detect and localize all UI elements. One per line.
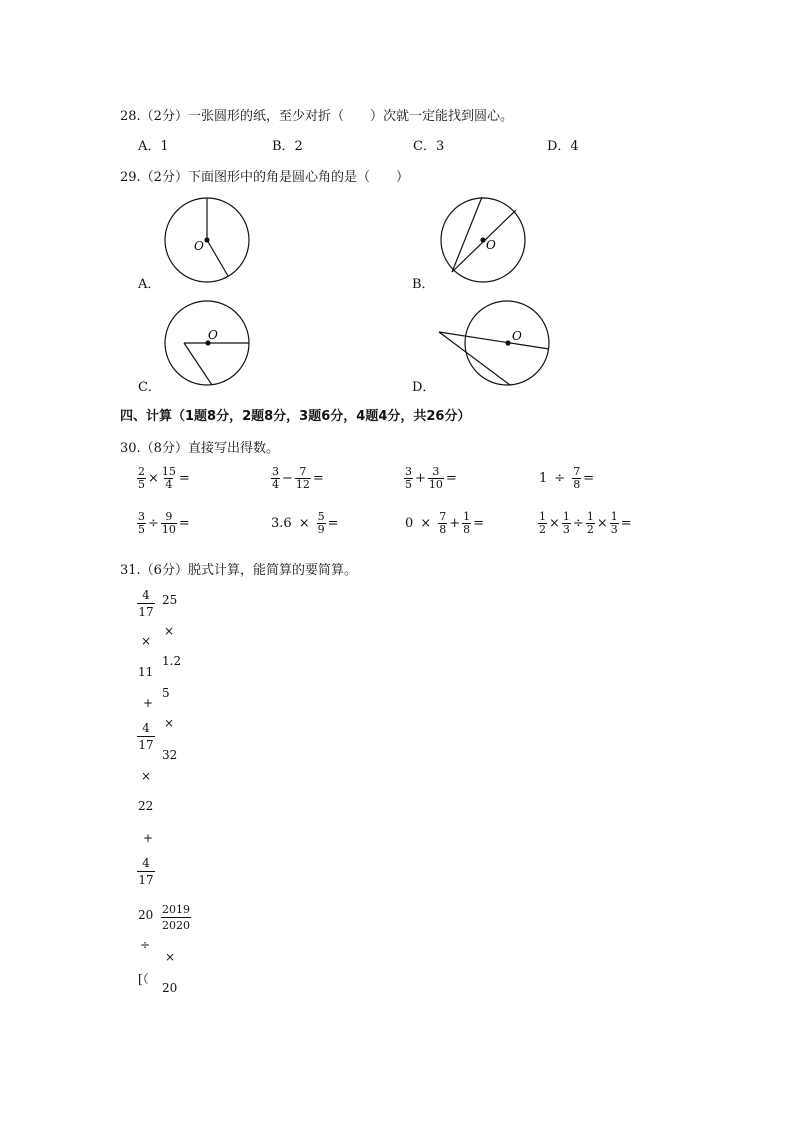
figure-d-circle-diagram [436, 298, 554, 390]
q30-expression-4: 1 ÷ $\frac{7}{8}$ = [539, 465, 595, 491]
q29-option-b[interactable]: B． [412, 277, 435, 292]
question-30-stem: 30.（8分）直接写出得数。 [120, 441, 279, 456]
q31-col1-number-11: 11 [138, 665, 154, 679]
q31-col2-number-25: 25 [162, 593, 178, 607]
q29-option-d[interactable]: D． [412, 380, 436, 395]
q30-expression-6: 3.6 × $\frac{5}{9}$ = [271, 510, 339, 536]
q31-col1-plus-2: + [143, 831, 154, 845]
q31-col2-number-1-2: 1.2 [162, 654, 182, 668]
q28-option-a[interactable]: A．1 [138, 139, 169, 154]
svg-text:O: O [512, 329, 522, 343]
q31-col2-fraction-2019-2020: $\frac{2019}{2020}$ [162, 903, 190, 932]
figure-c-circle-diagram [160, 298, 260, 390]
q31-col1-number-22: 22 [138, 799, 154, 813]
q30-expression-3: $\frac{3}{5}$ + $\frac{3}{10}$ = [405, 465, 457, 491]
q31-col2-times-1: × [164, 624, 175, 638]
q30-expression-5: $\frac{3}{5}$ ÷ $\frac{9}{10}$ = [138, 510, 190, 536]
question-31-stem: 31.（6分）脱式计算，能简算的要简算。 [120, 563, 357, 578]
q31-col1-plus-1: + [143, 696, 154, 710]
q31-col1-divide: ÷ [140, 938, 151, 952]
q31-col1-fraction-1: $\frac{4}{17}$ [138, 588, 154, 619]
question-29-stem: 29.（2分）下面图形中的角是圆心角的是（ ） [120, 170, 409, 185]
section-4-heading: 四、计算（1题8分，2题8分，3题6分，4题4分，共26分） [120, 409, 471, 424]
q28-option-c[interactable]: C．3 [413, 139, 445, 154]
q29-option-c[interactable]: C． [138, 380, 161, 395]
q31-col2-times-3: × [165, 950, 176, 964]
q30-expression-2: $\frac{3}{4}$ − $\frac{7}{12}$ = [272, 465, 324, 491]
q30-expression-1: $\frac{2}{5}$ × $\frac{15}{4}$ = [138, 465, 190, 491]
q29-option-a[interactable]: A． [138, 277, 161, 292]
figure-a-circle-diagram [160, 192, 260, 288]
q31-col1-number-20: 20 [138, 908, 154, 922]
q28-option-b[interactable]: B．2 [272, 139, 303, 154]
q31-col2-number-32: 32 [162, 748, 178, 762]
q30-expression-8: $\frac{1}{2}$ × $\frac{1}{3}$ ÷ $\frac{1}{2}$ × $\frac{1}{3}$ = [539, 510, 632, 536]
q31-col1-fraction-3: $\frac{4}{17}$ [138, 856, 154, 887]
q31-col2-number-5: 5 [162, 686, 170, 700]
q31-col2-times-2: × [164, 716, 175, 730]
q31-col1-times-2: × [141, 769, 152, 783]
q31-col1-bracket: [（ [138, 972, 149, 986]
q31-col1-fraction-2: $\frac{4}{17}$ [138, 721, 154, 752]
svg-text:O: O [486, 238, 496, 252]
q28-option-d[interactable]: D．4 [547, 139, 579, 154]
center-label-o: O [194, 239, 204, 253]
q30-expression-7: 0 × $\frac{7}{8}$ + $\frac{1}{8}$ = [405, 510, 484, 536]
q31-col2-number-20: 20 [162, 981, 178, 995]
q31-col1-times-1: × [141, 634, 152, 648]
question-28-stem: 28.（2分）一张圆形的纸，至少对折（ ）次就一定能找到圆心。 [120, 109, 513, 124]
svg-text:O: O [208, 328, 218, 342]
figure-b-circle-diagram [435, 192, 535, 288]
